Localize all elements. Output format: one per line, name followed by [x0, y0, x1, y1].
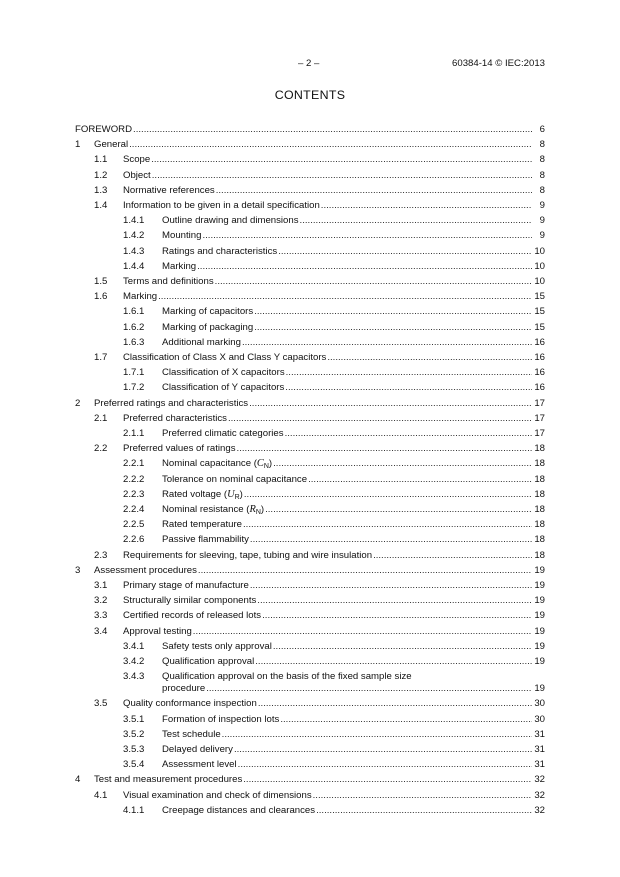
toc-entry-number: 2.2.5 — [123, 519, 145, 531]
toc-entry-page: 10 — [534, 276, 545, 287]
dot-leader — [254, 305, 532, 319]
dot-leader — [273, 457, 532, 471]
toc-entry-page: 8 — [539, 169, 545, 181]
toc-entry-label-text: Marking — [123, 291, 158, 303]
toc-entry-number: 1.6 — [94, 291, 108, 303]
toc-entry-label — [123, 594, 256, 608]
toc-entry-label-line1: Qualification approval on the basis of the fixed sample size — [162, 671, 412, 683]
toc-entry-label — [162, 743, 233, 757]
toc-entry-label-text: Certified records of released lots — [123, 610, 262, 622]
toc-entry[interactable] — [0, 381, 620, 395]
page-number: – 2 – — [298, 58, 320, 69]
dot-leader — [308, 473, 532, 487]
toc-entry-page: 8 — [539, 154, 545, 166]
toc-entry-label-text: Terms and definitions — [123, 276, 214, 287]
toc-entry-label-text: Nominal resistance ( — [162, 504, 250, 515]
toc-entry[interactable] — [0, 138, 620, 152]
toc-entry[interactable] — [0, 366, 620, 380]
toc-entry-number: 1.7 — [94, 352, 108, 363]
toc-entry[interactable] — [0, 758, 620, 772]
toc-entry[interactable] — [0, 564, 620, 578]
toc-entry-page: 8 — [539, 139, 545, 151]
dot-leader — [151, 153, 532, 167]
toc-entry-label — [162, 427, 284, 441]
toc-entry[interactable] — [0, 457, 620, 471]
toc-entry-label-text: Structurally similar components — [123, 595, 257, 607]
toc-entry-page: 17 — [534, 412, 545, 424]
toc-entry-label-text: Assessment level — [162, 759, 237, 771]
toc-entry-page: 19 — [534, 610, 545, 622]
toc-entry-number: 2.2 — [94, 443, 108, 455]
toc-entry-label-text: Information to be given in a detail specification — [123, 200, 320, 211]
document-id: 60384-14 © IEC:2013 — [452, 58, 545, 69]
dot-leader — [316, 804, 532, 818]
toc-entry-number: 1.4.4 — [123, 260, 145, 272]
toc-entry-page: 15 — [534, 291, 545, 303]
toc-entry-page: 19 — [534, 683, 545, 695]
toc-entry-page: 18 — [534, 458, 545, 470]
dot-leader — [242, 336, 532, 350]
toc-entry-label — [162, 260, 196, 274]
toc-entry-number: 1.6.3 — [123, 336, 145, 348]
toc-entry-page: 31 — [534, 728, 545, 740]
toc-entry-number: 3.5 — [94, 698, 108, 710]
toc-entry-label — [162, 758, 237, 772]
toc-entry-page: 19 — [534, 564, 545, 576]
toc-entry-label-text: Visual examination and check of dimensions — [123, 789, 312, 801]
dot-leader — [234, 743, 532, 757]
toc-entry-number: 4.1.1 — [123, 804, 145, 816]
toc-entry-label-text: procedure — [162, 683, 206, 695]
toc-entry-page: 18 — [534, 549, 545, 561]
toc-entry-label-text: Normative references — [123, 184, 215, 196]
toc-entry-label — [162, 518, 242, 532]
toc-entry-label — [162, 381, 284, 395]
toc-entry-label-text: Outline drawing and dimensions — [162, 215, 299, 227]
toc-entry-label-text: Ratings and characteristics — [162, 245, 278, 257]
toc-entry[interactable] — [0, 773, 620, 787]
toc-entry-page: 32 — [534, 774, 545, 786]
toc-entry-label-text: Rated voltage ( — [162, 488, 228, 500]
toc-entry[interactable] — [0, 397, 620, 411]
toc-entry-page: 10 — [534, 260, 545, 272]
toc-entry[interactable] — [0, 305, 620, 319]
toc-entry-label — [123, 625, 192, 639]
toc-entry-page: 30 — [534, 713, 545, 725]
toc-entry-label — [162, 245, 277, 259]
toc-entry[interactable] — [0, 473, 620, 487]
toc-entry-label-suffix: ) — [239, 488, 243, 500]
toc-entry[interactable] — [0, 245, 620, 259]
symbol-subscript: N — [255, 509, 261, 516]
toc-entry-number: 3.5.3 — [123, 744, 145, 755]
toc-entry-label — [123, 290, 157, 304]
toc-entry-label — [162, 682, 205, 696]
dot-leader — [321, 199, 532, 213]
toc-entry-number: 2 — [75, 397, 81, 409]
dot-leader — [228, 412, 532, 426]
toc-entry-label — [162, 321, 253, 335]
toc-entry-number: 3.4.3 — [123, 671, 145, 683]
toc-entry[interactable] — [0, 184, 620, 198]
toc-entry[interactable] — [0, 655, 620, 669]
toc-entry-number: 1 — [75, 139, 81, 151]
toc-entry-page: 30 — [534, 698, 545, 710]
toc-entry-number: 3.5.1 — [123, 713, 145, 725]
toc-entry-label-text: FOREWORD — [75, 124, 133, 135]
toc-entry[interactable] — [0, 804, 620, 818]
toc-entry[interactable] — [0, 549, 620, 563]
toc-entry-page: 19 — [534, 580, 545, 591]
toc-entry-label — [123, 169, 151, 183]
toc-entry-label — [123, 351, 326, 365]
toc-entry[interactable] — [0, 199, 620, 213]
toc-entry[interactable] — [0, 728, 620, 742]
toc-entry[interactable] — [0, 260, 620, 274]
toc-entry-label — [162, 473, 307, 487]
dot-leader — [300, 214, 532, 228]
toc-entry-label — [123, 549, 372, 563]
dot-leader — [237, 442, 532, 456]
dot-leader — [249, 397, 532, 411]
dot-leader — [262, 609, 532, 623]
toc-entry-label-text: Object — [123, 169, 151, 181]
toc-entry-label — [94, 138, 128, 152]
toc-entry-label — [123, 697, 257, 711]
toc-entry-page: 17 — [534, 428, 545, 439]
toc-entry[interactable] — [0, 625, 620, 639]
toc-entry-page: 16 — [534, 336, 545, 348]
toc-entry-label — [94, 773, 242, 787]
toc-entry-label-text: Primary stage of manufacture — [123, 580, 249, 591]
toc-entry-label — [123, 199, 320, 213]
toc-entry-label-text: Formation of inspection lots — [162, 713, 280, 725]
symbol: C — [256, 458, 264, 470]
toc-entry-page: 18 — [534, 488, 545, 500]
toc-entry[interactable] — [0, 503, 620, 517]
toc-entry[interactable] — [0, 579, 620, 593]
toc-entry-page: 19 — [534, 656, 545, 667]
toc-entry-number: 2.1 — [94, 412, 108, 424]
toc-entry-label-text: Tolerance on nominal capacitance — [162, 473, 308, 485]
toc-entry[interactable] — [0, 488, 620, 502]
toc-entry-label-suffix: ) — [268, 458, 273, 470]
toc-entry-number: 3.1 — [94, 580, 108, 591]
toc-entry-label-text: Rated temperature — [162, 519, 242, 531]
toc-entry-number: 1.4.3 — [123, 245, 145, 257]
toc-entry-page: 19 — [534, 625, 545, 637]
dot-leader — [327, 351, 532, 365]
toc-entry-label-text: Creepage distances and clearances — [162, 804, 316, 816]
toc-entry-label — [162, 214, 299, 228]
toc-entry-page: 15 — [534, 306, 545, 318]
toc-entry-label-text: Scope — [123, 154, 151, 166]
dot-leader — [278, 245, 532, 259]
toc-entry[interactable] — [0, 789, 620, 803]
dot-leader — [152, 169, 532, 183]
toc-entry-number: 3.4 — [94, 625, 108, 637]
toc-entry-number: 1.4.1 — [123, 215, 145, 227]
toc-entry-page: 18 — [534, 443, 545, 455]
toc-entry-number: 3.3 — [94, 610, 108, 622]
toc-entry-number: 1.3 — [94, 184, 108, 196]
dot-leader — [206, 682, 532, 696]
toc-entry[interactable] — [0, 518, 620, 532]
toc-entry-number: 2.2.4 — [123, 504, 145, 515]
toc-entry-page: 18 — [534, 473, 545, 485]
toc-entry-label-text: Marking of capacitors — [162, 306, 254, 318]
toc-entry-label — [162, 728, 221, 742]
toc-entry-number: 2.2.3 — [123, 488, 145, 500]
dot-leader — [197, 260, 532, 274]
toc-entry-label — [123, 184, 215, 198]
toc-entry-page: 17 — [534, 397, 545, 409]
symbol-subscript: R — [234, 493, 240, 501]
toc-entry-label — [162, 804, 315, 818]
dot-leader — [373, 549, 532, 563]
dot-leader — [222, 728, 532, 742]
toc-entry-label-text: General — [94, 139, 129, 151]
dot-leader — [313, 789, 532, 803]
toc-entry-page: 9 — [539, 215, 545, 227]
toc-entry-number: 2.2.6 — [123, 534, 145, 546]
toc-entry-page: 18 — [534, 519, 545, 531]
toc-entry-number: 2.1.1 — [123, 428, 145, 439]
toc-entry-page: 16 — [534, 367, 545, 379]
toc-entry[interactable] — [0, 229, 620, 243]
toc-entry-label-text: Preferred climatic categories — [162, 428, 284, 439]
toc-entry-label-text: Mounting — [162, 230, 202, 242]
contents-title: CONTENTS — [274, 88, 346, 102]
toc-entry-page: 16 — [534, 352, 545, 363]
dot-leader — [244, 488, 532, 502]
dot-leader — [250, 533, 532, 547]
dot-leader — [238, 758, 532, 772]
toc-entry-label-text: Additional marking — [162, 336, 241, 348]
toc-entry-page: 8 — [539, 184, 545, 196]
toc-entry[interactable] — [0, 743, 620, 757]
toc-entry-page: 31 — [534, 744, 545, 755]
toc-entry-page: 16 — [534, 382, 545, 394]
toc-entry[interactable] — [0, 442, 620, 456]
toc-entry-label — [94, 397, 248, 411]
toc-entry[interactable] — [0, 290, 620, 304]
toc-entry-page: 31 — [534, 759, 545, 771]
toc-entry-label — [162, 655, 254, 669]
toc-entry-number: 2.2.1 — [123, 458, 145, 470]
toc-entry[interactable] — [0, 713, 620, 727]
toc-entry[interactable] — [0, 214, 620, 228]
toc-entry-number: 4.1 — [94, 789, 108, 801]
toc-entry-label-text: Classification of X capacitors — [162, 367, 285, 379]
symbol: U — [227, 488, 235, 500]
toc-entry-label — [75, 123, 132, 137]
toc-entry-label-text: Qualification approval — [162, 656, 255, 667]
dot-leader — [243, 773, 532, 787]
toc-entry-number: 1.4 — [94, 200, 108, 211]
toc-entry[interactable] — [0, 321, 620, 335]
toc-entry-label-text: Preferred ratings and characteristics — [94, 397, 249, 409]
toc-entry-number: 4 — [75, 774, 81, 786]
dot-leader — [273, 640, 532, 654]
toc-entry[interactable] — [0, 640, 620, 654]
toc-entry-label — [162, 336, 241, 350]
toc-entry-label-text: Classification of Class X and Class Y capacitors — [123, 352, 327, 363]
toc-entry-label — [162, 713, 279, 727]
toc-entry[interactable] — [0, 351, 620, 365]
dot-leader — [286, 366, 532, 380]
toc-entry-page: 18 — [534, 534, 545, 546]
toc-entry-label — [162, 229, 201, 243]
toc-entry[interactable] — [0, 682, 620, 696]
dot-leader — [202, 229, 532, 243]
dot-leader — [158, 290, 532, 304]
dot-leader — [285, 427, 532, 441]
toc-entry-label-text: Assessment procedures — [94, 564, 197, 576]
dot-leader — [215, 275, 532, 289]
toc-entry-number: 3.2 — [94, 595, 108, 607]
toc-entry-label-text: Requirements for sleeving, tape, tubing and wire insulation — [123, 549, 373, 561]
toc-entry-number: 1.2 — [94, 169, 108, 181]
toc-entry-label — [123, 442, 236, 456]
toc-entry-label-text: Quality conformance inspection — [123, 698, 257, 710]
toc-entry-label — [162, 640, 272, 654]
toc-entry-number: 3.4.1 — [123, 640, 145, 652]
dot-leader — [254, 321, 532, 335]
toc-entry[interactable] — [0, 427, 620, 441]
toc-entry-page: 15 — [534, 321, 545, 333]
toc-entry-label-text: Preferred values of ratings — [123, 443, 236, 455]
toc-entry-page: 9 — [539, 230, 545, 242]
dot-leader — [250, 579, 532, 593]
toc-entry-number: 3 — [75, 564, 81, 576]
toc-entry-page: 18 — [534, 504, 545, 515]
toc-entry[interactable] — [0, 169, 620, 183]
toc-entry[interactable] — [0, 123, 620, 137]
toc-entry-number: 3.5.2 — [123, 728, 145, 740]
dot-leader — [243, 518, 532, 532]
toc-entry-label-text: Passive flammability — [162, 534, 249, 546]
toc-entry-number: 3.5.4 — [123, 759, 145, 771]
toc-entry-label-text: Test schedule — [162, 728, 221, 740]
toc-entry-number: 1.6.2 — [123, 321, 145, 333]
dot-leader — [257, 594, 532, 608]
toc-entry-label — [123, 412, 227, 426]
toc-entry-label-suffix: ) — [260, 504, 265, 515]
toc-entry-page: 10 — [534, 245, 545, 257]
toc-entry-number: 2.3 — [94, 549, 108, 561]
dot-leader — [193, 625, 532, 639]
toc-entry-number: 3.4.2 — [123, 656, 145, 667]
toc-entry-label — [162, 366, 285, 380]
toc-entry-number: 1.5 — [94, 276, 108, 287]
toc-entry-number: 1.1 — [94, 154, 108, 166]
toc-entry-page: 32 — [534, 804, 545, 816]
symbol-subscript: N — [263, 463, 269, 471]
toc-entry-label-text: Nominal capacitance ( — [162, 458, 257, 470]
toc-entry-label-text: Test and measurement procedures — [94, 774, 243, 786]
dot-leader — [265, 503, 532, 517]
toc-entry-label-text: Marking of packaging — [162, 321, 254, 333]
toc-entry-label — [123, 609, 261, 623]
toc-entry[interactable] — [0, 412, 620, 426]
toc-entry-page: 19 — [534, 640, 545, 652]
toc-entry-page: 6 — [539, 124, 545, 135]
toc-entry-label-text: Delayed delivery — [162, 744, 233, 755]
toc-entry[interactable] — [0, 697, 620, 711]
toc-entry-label — [123, 789, 312, 803]
toc-entry[interactable] — [0, 609, 620, 623]
toc-entry-number: 1.7.1 — [123, 367, 145, 379]
toc-entry-label — [162, 305, 253, 319]
toc-entry-number: 1.7.2 — [123, 382, 145, 394]
toc-entry[interactable] — [0, 153, 620, 167]
toc-entry[interactable] — [0, 533, 620, 547]
toc-entry-number: 2.2.2 — [123, 473, 145, 485]
toc-entry-page: 32 — [534, 789, 545, 801]
dot-leader — [198, 564, 532, 578]
toc-entry-page: 9 — [539, 200, 545, 211]
toc-entry[interactable] — [0, 336, 620, 350]
toc-entry[interactable] — [0, 594, 620, 608]
toc-entry-number: 1.4.2 — [123, 230, 145, 242]
toc-entry[interactable] — [0, 275, 620, 289]
toc-entry-number: 1.6.1 — [123, 306, 145, 318]
toc-entry-label — [94, 564, 197, 578]
toc-entry-page: 19 — [534, 595, 545, 607]
toc-entry-label-text: Approval testing — [123, 625, 192, 637]
toc-entry-label-text: Safety tests only approval — [162, 640, 272, 652]
dot-leader — [129, 138, 532, 152]
toc-entry-label-text: Preferred characteristics — [123, 412, 227, 424]
symbol: R — [249, 504, 256, 515]
dot-leader — [280, 713, 532, 727]
toc-entry-label — [123, 153, 150, 167]
dot-leader — [285, 381, 532, 395]
dot-leader — [216, 184, 532, 198]
dot-leader — [255, 655, 532, 669]
toc-entry-label — [123, 579, 249, 593]
dot-leader — [258, 697, 532, 711]
dot-leader — [133, 123, 532, 137]
toc-entry-label-text: Classification of Y capacitors — [162, 382, 285, 394]
toc-entry-label — [162, 533, 249, 547]
toc-entry-label — [123, 275, 214, 289]
toc-entry-label-text: Marking — [162, 260, 197, 272]
